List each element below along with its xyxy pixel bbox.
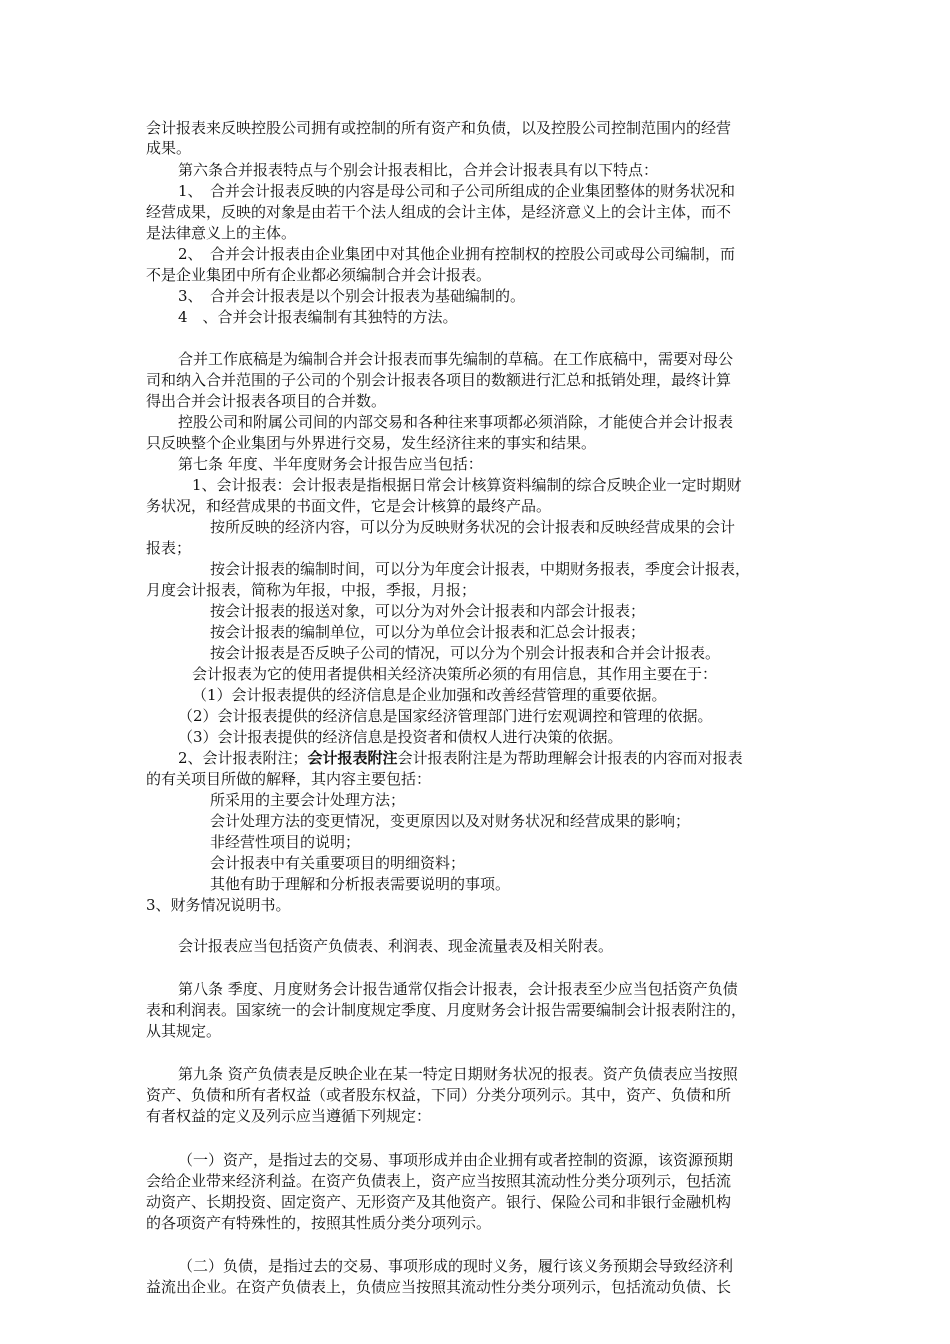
text-line: 只反映整个企业集团与外界进行交易，发生经济往来的事实和结果。 [146,434,597,452]
text-line: 所采用的主要会计处理方法； [210,791,406,809]
text-line: 经营成果，反映的对象是由若干个法人组成的会计主体，是经济意义上的会计主体，而不 [146,203,732,221]
text-line: 2、 合并会计报表由企业集团中对其他企业拥有控制权的控股公司或母公司编制，而 [178,245,736,263]
text-line: 第六条合并报表特点与个别会计报表相比，合并会计报表具有以下特点： [178,161,659,179]
text-line: 表和利润表。国家统一的会计制度规定季度、月度财务会计报告需要编制会计报表附注的， [146,1001,747,1019]
text-line: 非经营性项目的说明； [210,833,361,851]
note-text: 会计报表附注是为帮助理解会计报表的内容而对报表 [397,749,743,767]
text-line: 4 、合并会计报表编制有其独特的方法。 [178,308,458,326]
text-line: 其他有助于理解和分析报表需要说明的事项。 [210,875,511,893]
text-line: 第八条 季度、月度财务会计报告通常仅指会计报表，会计报表至少应当包括资产负债 [178,980,738,998]
note-heading-plain: 2、会计报表附注； [178,749,308,767]
text-line: 有者权益的定义及列示应当遵循下列规定： [146,1107,432,1125]
text-line: 不是企业集团中所有企业都必须编制合并会计报表。 [146,266,492,284]
text-line: 按会计报表的报送对象，可以分为对外会计报表和内部会计报表； [210,602,646,620]
text-line: 是法律意义上的主体。 [146,224,297,242]
text-line: 的有关项目所做的解释，其内容主要包括： [146,770,432,788]
text-line [178,748,743,768]
text-line: 益流出企业。在资产负债表上，负债应当按照其流动性分类分项列示，包括流动负债、长 [146,1278,732,1296]
text-line: （2）会计报表提供的经济信息是国家经济管理部门进行宏观调控和管理的依据。 [178,707,713,725]
text-line: 的各项资产有特殊性的，按照其性质分类分项列示。 [146,1214,492,1232]
text-line: 合并工作底稿是为编制合并会计报表而事先编制的草稿。在工作底稿中，需要对母公 [178,350,734,368]
text-line: 从其规定。 [146,1022,222,1040]
text-line: 控股公司和附属公司间的内部交易和各种往来事项都必须消除，才能使合并会计报表 [178,413,734,431]
text-line: 会计处理方法的变更情况，变更原因以及对财务状况和经营成果的影响； [210,812,691,830]
text-line: 会计报表来反映控股公司拥有或控制的所有资产和负债，以及控股公司控制范围内的经营 [146,119,732,137]
text-line: 成果。 [146,139,192,157]
text-line: （3）会计报表提供的经济信息是投资者和债权人进行决策的依据。 [178,728,623,746]
text-line: （二）负债，是指过去的交易、事项形成的现时义务，履行该义务预期会导致经济利 [178,1257,734,1275]
text-line: 会计报表为它的使用者提供相关经济决策所必须的有用信息，其作用主要在于： [192,665,718,683]
text-line: （一）资产，是指过去的交易、事项形成并由企业拥有或者控制的资源，该资源预期 [178,1151,734,1169]
text-line: （1）会计报表提供的经济信息是企业加强和改善经营管理的重要依据。 [192,686,667,704]
note-heading-bold: 会计报表附注 [307,749,398,767]
text-line: 会计报表中有关重要项目的明细资料； [210,854,466,872]
text-line: 资产、负债和所有者权益（或者股东权益，下同）分类分项列示。其中，资产、负债和所 [146,1086,732,1104]
text-line: 司和纳入合并范围的子公司的个别会计报表各项目的数额进行汇总和抵销处理，最终计算 [146,371,732,389]
text-line: 报表； [146,539,192,557]
text-line: 得出合并会计报表各项目的合并数。 [146,392,387,410]
text-line: 3、财务情况说明书。 [146,896,291,914]
text-line: 按所反映的经济内容，可以分为反映财务状况的会计报表和反映经营成果的会计 [210,518,736,536]
text-line: 会给企业带来经济利益。在资产负债表上，资产应当按照其流动性分类分项列示，包括流 [146,1172,732,1190]
text-line: 1、 合并会计报表反映的内容是母公司和子公司所组成的企业集团整体的财务状况和 [178,182,736,200]
text-line: 会计报表应当包括资产负债表、利润表、现金流量表及相关附表。 [178,937,614,955]
text-line: 按会计报表是否反映子公司的情况，可以分为个别会计报表和合并会计报表。 [210,644,721,662]
text-line: 第七条 年度、半年度财务会计报告应当包括： [178,455,483,473]
text-line: 按会计报表的编制单位，可以分为单位会计报表和汇总会计报表； [210,623,646,641]
text-line: 按会计报表的编制时间，可以分为年度会计报表，中期财务报表，季度会计报表， [210,560,751,578]
text-line: 1、会计报表：会计报表是指根据日常会计核算资料编制的综合反映企业一定时期财 [192,476,742,494]
text-line: 务状况，和经营成果的书面文件，它是会计核算的最终产品。 [146,497,552,515]
text-line: 第九条 资产负债表是反映企业在某一特定日期财务状况的报表。资产负债表应当按照 [178,1065,738,1083]
text-line: 3、 合并会计报表是以个别会计报表为基础编制的。 [178,287,526,305]
text-line: 动资产、长期投资、固定资产、无形资产及其他资产。银行、保险公司和非银行金融机构 [146,1193,732,1211]
text-line: 月度会计报表，简称为年报，中报，季报，月报； [146,581,477,599]
